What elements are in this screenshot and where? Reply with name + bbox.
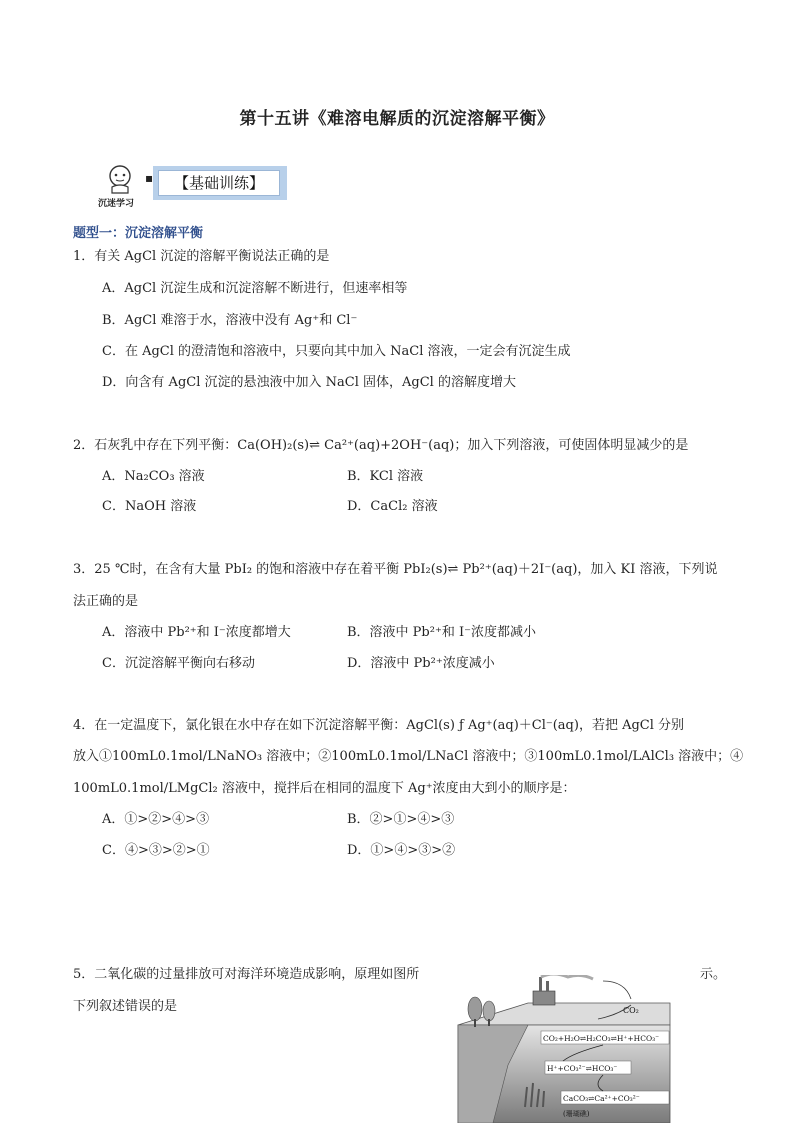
ocean-co2-diagram xyxy=(453,975,675,1123)
q5-stem-line2: 下列叙述错误的是 xyxy=(73,999,178,1014)
q5-stem-line1-end: 示。 xyxy=(700,967,727,982)
q4-stem-line1: 4．在一定温度下，氯化银在水中存在如下沉淀溶解平衡：AgCl(s) ƒ Ag⁺(aq)＋Cl⁻(aq)，若把 AgCl 分别 xyxy=(73,718,685,733)
q4-option-b: B．②>①>④>③ xyxy=(347,812,455,827)
q2-stem: 2．石灰乳中存在下列平衡：Ca(OH)₂(s)⇌ Ca²⁺(aq)+2OH⁻(aq)；加入下列溶液，可使固体明显减少的是 xyxy=(73,438,689,453)
q1-option-b: B．AgCl 难溶于水，溶液中没有 Ag⁺和 Cl⁻ xyxy=(102,313,358,328)
co2-label: CO₂ xyxy=(623,1006,639,1015)
tree-icon xyxy=(468,997,482,1021)
q2-option-a: A．Na₂CO₃ 溶液 xyxy=(102,469,205,484)
equation-1: CO₂+H₂O⇌H₂CO₃⇌H⁺+HCO₃⁻ xyxy=(543,1034,660,1043)
page-title: 第十五讲《难溶电解质的沉淀溶解平衡》 xyxy=(239,109,555,129)
q3-stem-line1: 3．25 ℃时，在含有大量 PbI₂ 的饱和溶液中存在着平衡 PbI₂(s)⇌ Pb²⁺(aq)＋2I⁻(aq)，加入 KI 溶液，下列说 xyxy=(73,562,718,577)
section-label: 【基础训练】 xyxy=(158,170,280,196)
q3-option-a: A．溶液中 Pb²⁺和 I⁻浓度都增大 xyxy=(102,625,291,640)
coral-label: (珊瑚礁) xyxy=(563,1110,590,1118)
q5-stem-line1: 5．二氧化碳的过量排放可对海洋环境造成影响，原理如图所 xyxy=(73,967,420,982)
topic-heading: 题型一：沉淀溶解平衡 xyxy=(73,226,204,241)
q4-option-c: C．④>③>②>① xyxy=(102,843,210,858)
tree-icon xyxy=(483,1001,495,1021)
q1-option-c: C．在 AgCl 的澄清饱和溶液中，只要向其中加入 NaCl 溶液，一定会有沉淀生成 xyxy=(102,344,571,359)
equation-3: CaCO₃⇌Ca²⁺+CO₃²⁻ xyxy=(563,1094,640,1103)
q3-option-c: C．沉淀溶解平衡向右移动 xyxy=(102,656,255,671)
section-header xyxy=(153,166,287,200)
q3-option-b: B．溶液中 Pb²⁺和 I⁻浓度都减小 xyxy=(347,625,536,640)
q1-option-a: A．AgCl 沉淀生成和沉淀溶解不断进行，但速率相等 xyxy=(102,281,408,296)
q4-stem-line2: 放入①100mL0.1mol/LNaNO₃ 溶液中；②100mL0.1mol/LNaCl 溶液中；③100mL0.1mol/LAlCl₃ 溶液中；④ xyxy=(73,749,744,764)
q4-stem-line3: 100mL0.1mol/LMgCl₂ 溶液中，搅拌后在相同的温度下 Ag⁺浓度由大到小的顺序是： xyxy=(73,781,576,796)
q4-option-d: D．①>④>③>② xyxy=(347,843,456,858)
q2-option-d: D．CaCl₂ 溶液 xyxy=(347,499,438,514)
bullet-dot: ▪ xyxy=(145,171,154,185)
q1-option-d: D．向含有 AgCl 沉淀的悬浊液中加入 NaCl 固体，AgCl 的溶解度增大 xyxy=(102,375,516,390)
mascot-caption: 沉迷学习 xyxy=(98,199,135,209)
q1-stem: 1．有关 AgCl 沉淀的溶解平衡说法正确的是 xyxy=(73,249,330,264)
q4-option-a: A．①>②>④>③ xyxy=(102,812,210,827)
factory-icon xyxy=(533,991,555,1005)
q3-option-d: D．溶液中 Pb²⁺浓度减小 xyxy=(347,656,495,671)
q2-option-b: B．KCl 溶液 xyxy=(347,469,424,484)
q3-stem-line2: 法正确的是 xyxy=(73,594,139,609)
q2-option-c: C．NaOH 溶液 xyxy=(102,499,197,514)
equation-2: H⁺+CO₃²⁻⇌HCO₃⁻ xyxy=(547,1064,618,1073)
